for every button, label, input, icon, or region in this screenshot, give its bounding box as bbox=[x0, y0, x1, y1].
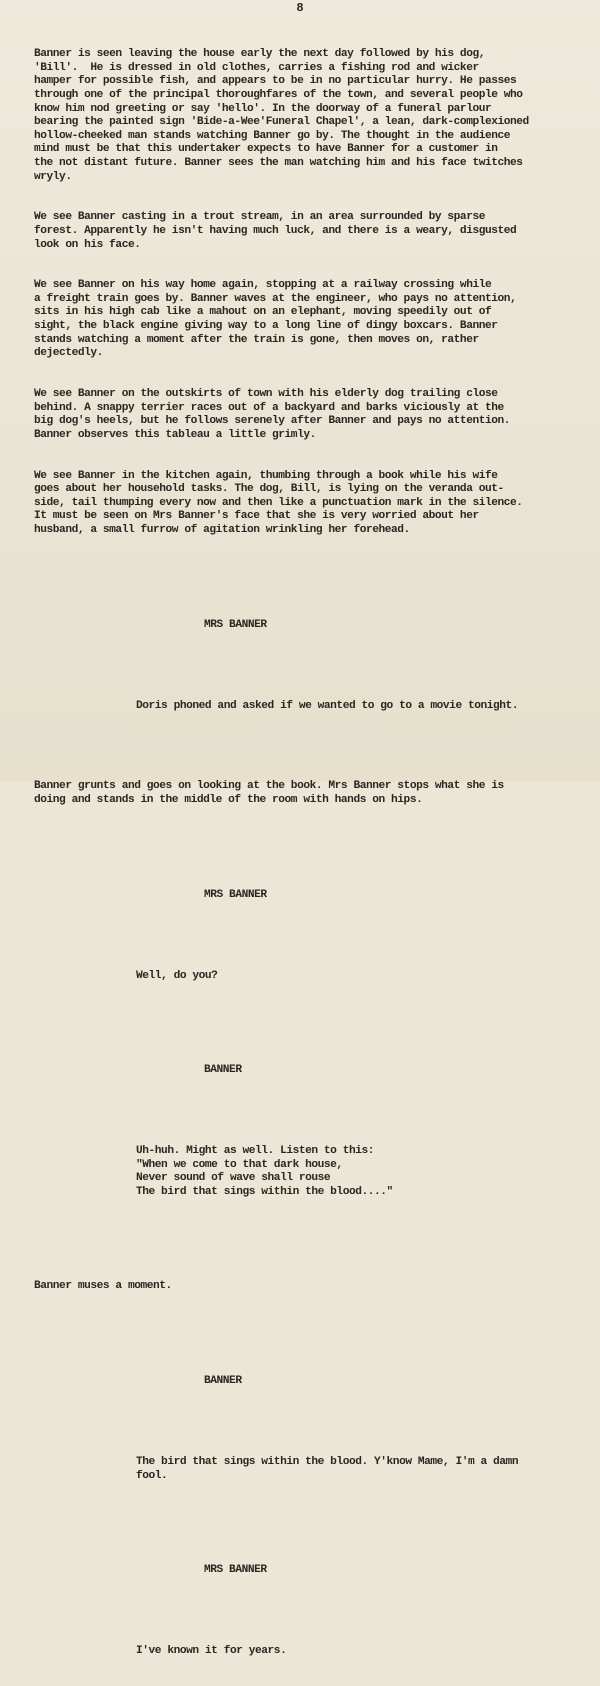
action-paragraph: Banner muses a moment. bbox=[34, 1280, 172, 1293]
dialogue-line: Uh-huh. Might as well. Listen to this: "When we come to that dark house, Never sound of wave shall rouse The bird that sings within the blood...." bbox=[136, 1145, 393, 1198]
dialogue-line: I've known it for years. bbox=[136, 1645, 287, 1658]
dialogue-line: Doris phoned and asked if we wanted to go to a movie tonight. bbox=[136, 699, 519, 712]
page-number: 8 bbox=[296, 1, 304, 15]
character-cue: MRS BANNER bbox=[204, 618, 267, 631]
action-paragraph: We see Banner on the outskirts of town with his elderly dog trailing close behind. A snappy terrier races out of a backyard and barks viciously at the big dog's heels, but he follows serenely after Banner and pays no attention. Banner observes this tableau a little grimly. bbox=[34, 388, 511, 441]
action-paragraph: We see Banner in the kitchen again, thumbing through a book while his wife goes about her household tasks. The dog, Bill, is lying on the veranda out- side, tail thumping every now and then like a punctuation mark in the silence. It must be seen on Mrs Banner's face that she is very worried about her husband, a small furrow of agitation wrinkling her forehead. bbox=[34, 469, 523, 536]
action-paragraph: Banner is seen leaving the house early the next day followed by his dog, 'Bill'. He is dressed in old clothes, carries a fishing rod and wicker hamper for possible fish, and appears to be in no particular hurry. He passes through one of the principal thoroughfares of the town, and several people who know him nod greeting or say 'hello'. In the doorway of a funeral parlour bearing the painted sign 'Bide-a-Wee'Funeral Chapel', a lean, dark-complexioned hollow-cheeked man stands watching Banner go by. The thought in the audience mind must be that this undertaker expects to have Banner for a customer in the not distant future. Banner sees the man watching him and his face twitches wryly. bbox=[34, 48, 529, 183]
character-cue: MRS BANNER bbox=[204, 1564, 267, 1577]
dialogue-line: The bird that sings within the blood. Y'know Mame, I'm a damn fool. bbox=[136, 1456, 519, 1482]
dialogue-line: Well, do you? bbox=[136, 969, 218, 982]
script-body bbox=[34, 21, 600, 1686]
character-cue: MRS BANNER bbox=[204, 888, 267, 901]
action-paragraph: Banner grunts and goes on looking at the book. Mrs Banner stops what she is doing and stands in the middle of the room with hands on hips. bbox=[34, 780, 504, 807]
action-paragraph: We see Banner casting in a trout stream, in an area surrounded by sparse forest. Apparently he isn't having much luck, and there is a weary, disgusted look on his face. bbox=[34, 211, 517, 251]
character-cue: BANNER bbox=[204, 1064, 242, 1077]
action-paragraph: We see Banner on his way home again, stopping at a railway crossing while a freight train goes by. Banner waves at the engineer, who pays no attention, sits in his high cab like a mahout on an elephant, moving speedily out of sight, the black engine giving way to a long line of dingy boxcars. Banner stands watching a moment after the train is gone, then moves on, rather dejectedly. bbox=[34, 279, 517, 360]
character-cue: BANNER bbox=[204, 1375, 242, 1388]
